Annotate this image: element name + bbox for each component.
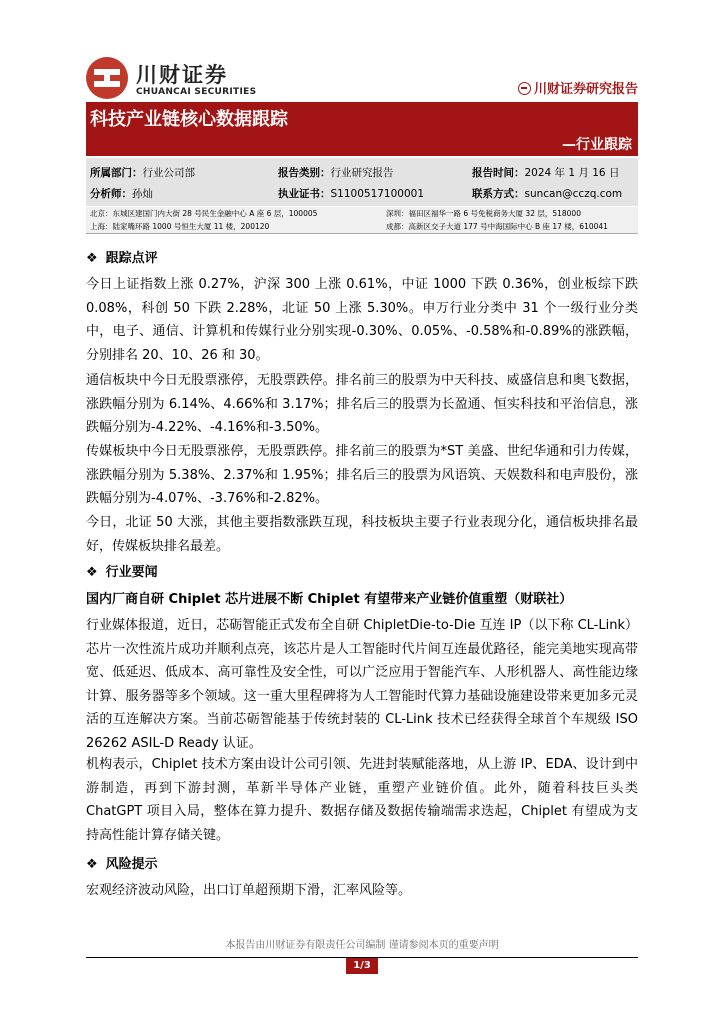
footer-disclaimer: 本报告由川财证券有限责任公司编制 谨请参阅本页的重要声明: [225, 940, 499, 951]
dept-field: 所属部门：行业公司部: [90, 167, 195, 179]
logo-emblem-icon: [86, 57, 128, 99]
news-headline: 国内厂商自研 Chiplet 芯片进展不断 Chiplet 有望带来产业链价值重塑（财联社）: [86, 592, 573, 607]
logo-chinese-name: 川财证券: [136, 63, 228, 87]
company-logo: [86, 57, 257, 103]
section-heading-news: ❖ 行业要闻: [86, 565, 158, 580]
address-beijing: 北京：东城区建国门内大街 28 号民生金融中心 A 座 6 层，100005: [90, 209, 318, 218]
title-banner: [86, 102, 638, 156]
section-heading-risk: ❖ 风险提示: [86, 857, 158, 872]
analyst-field: 分析师：孙灿: [90, 188, 153, 200]
report-subtitle: —行业跟踪: [562, 137, 632, 153]
brand-label: 川财证券研究报告: [533, 82, 638, 97]
diamond-bullet-icon: ❖: [86, 565, 98, 580]
review-paragraph-2: 通信板块中今日无股票涨停，无股票跌停。排名前三的股票为中天科技、威盛信息和奥飞数据，涨跌幅分别为 6.14%、4.66%和 3.17%；排名后三的股票为长盈通、恒实科技和平治信息，涨跌幅分别为-4.22%、-4.16%和-3.50%。: [86, 373, 638, 435]
license-field: 执业证书：S1100517100001: [278, 188, 425, 200]
news-paragraph-1: 行业媒体报道，近日，芯砺智能正式发布全自研 ChipletDie-to-Die 互连 IP（以下称 CL-Link）芯片一次性流片成功并顺利点亮，该芯片是人工智能时代片间互连最优路径，能完美地实现高带宽、低延迟、低成本、高可靠性及安全性，可以广泛应用于智能汽车、人形机器人、高性能边缘计算、服务器等多个领域。这一重大里程碑将为人工智能时代算力基础设施建设带来更加多元灵活的互连解决方案。当前芯砺智能基于传统封装的 CL-Link 技术已经获得全球首个车规级 ISO 26262 ASIL-D Ready 认证。: [86, 618, 638, 751]
diamond-bullet-icon: ❖: [86, 857, 98, 872]
risk-paragraph: 宏观经济波动风险，出口订单超预期下滑，汇率风险等。: [86, 883, 412, 898]
office-addresses: [86, 207, 638, 234]
report-title: 科技产业链核心数据跟踪: [90, 109, 288, 130]
page-number: 1/3: [346, 958, 378, 974]
address-shanghai: 上海：陆家嘴环路 1000 号恒生大厦 11 楼，200120: [90, 222, 270, 231]
review-paragraph-1: 今日上证指数上涨 0.27%，沪深 300 上涨 0.61%，中证 1000 下跌 0.36%，创业板综下跌 0.08%，科创 50 下跌 2.28%，北证 50 上涨 5.30%。申万行业分类中 31 个一级行业分类中，电子、通信、计算机和传媒行业分别实现-0.30%、0.05%、-0.58%和-0.89%的涨跌幅，分别排名 20、10、26 和 30。: [86, 277, 638, 363]
logo-english-name: CHUANCAI SECURITIES: [136, 87, 257, 97]
news-paragraph-2: 机构表示，Chiplet 技术方案由设计公司引领、先进封装赋能落地，从上游 IP、EDA、设计到中游制造，再到下游封测，革新半导体产业链，重塑产业链价值。此外，随着科技巨头类 ChatGPT 项目入局，整体在算力提升、数据存储及数据传输端需求迭起，Chiplet 有望成为支持高性能计算存储关键。: [86, 757, 638, 843]
address-shenzhen: 深圳：福田区福华一路 6 号免税商务大厦 32 层，518000: [386, 209, 581, 218]
address-chengdu: 成都：高新区交子大道 177 号中海国际中心 B 座 17 楼，610041: [386, 222, 608, 231]
section-heading-review: ❖ 跟踪点评: [86, 251, 158, 266]
diamond-bullet-icon: ❖: [86, 251, 98, 266]
research-report-brand: [518, 78, 638, 97]
date-field: 报告时间：2024 年 1 月 16 日: [472, 167, 620, 179]
contact-field: 联系方式：suncan@cczq.com: [472, 188, 623, 200]
brand-emblem-icon: [518, 82, 531, 95]
category-field: 报告类别：行业研究报告: [278, 167, 394, 179]
review-paragraph-3: 传媒板块中今日无股票涨停，无股票跌停。排名前三的股票为*ST 美盛、世纪华通和引力传媒，涨跌幅分别为 5.38%、2.37%和 1.95%；排名后三的股票为风语筑、天娱数科和电声股份，涨跌幅分别为-4.07%、-3.76%和-2.82%。: [86, 444, 638, 506]
review-paragraph-4: 今日，北证 50 大涨，其他主要指数涨跌互现，科技板块主要子行业表现分化，通信板块排名最好，传媒板块排名最差。: [86, 515, 638, 554]
report-metadata: [86, 158, 638, 206]
